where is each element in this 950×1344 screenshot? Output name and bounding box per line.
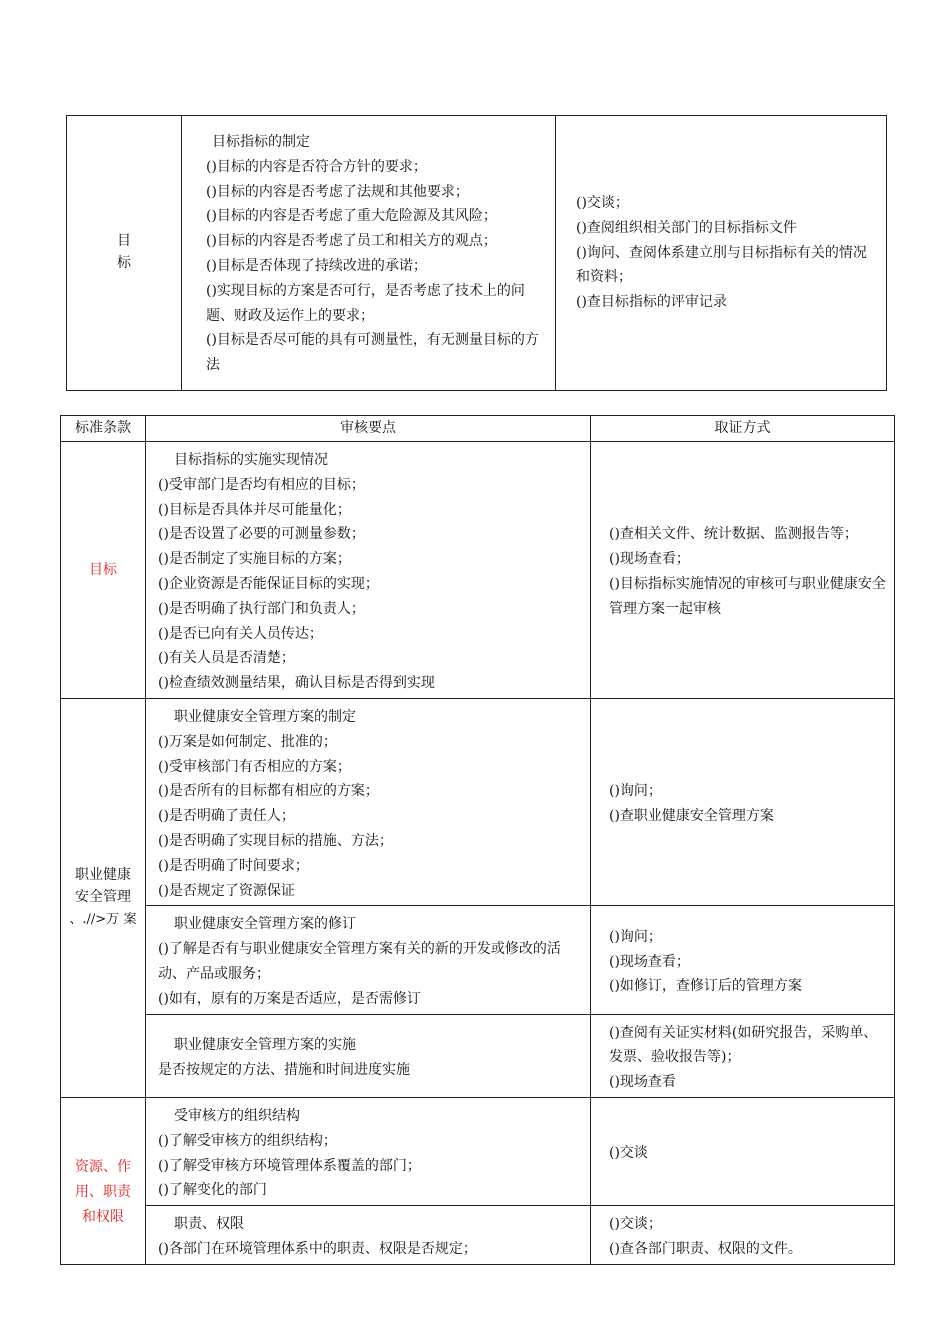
point-title: 职责、权限: [174, 1216, 244, 1233]
table-row: [61, 906, 895, 1014]
point-title: 目标指标的制定: [212, 134, 310, 151]
evidence-item: ()交谈；: [609, 1216, 662, 1233]
audit-points-cell: [146, 698, 591, 905]
clause-line: 和权限: [82, 1209, 124, 1226]
clause-cell: [61, 1097, 146, 1264]
audit-table: [60, 415, 895, 1265]
header-evidence: 取证方式: [591, 416, 895, 442]
point-item: ()各部门在环境管理体系中的职责、权限是否规定；: [158, 1240, 477, 1257]
evidence-cell: [591, 1097, 895, 1205]
point-title: 职业健康安全管理方案的制定: [174, 708, 356, 725]
evidence-item: ()查相关文件、统计数据、监测报告等；: [609, 526, 858, 543]
clause-cell: [67, 116, 182, 391]
evidence-item: ()如修订，查修订后的管理方案: [609, 978, 802, 995]
point-item: ()有关人员是否清楚；: [158, 650, 295, 667]
audit-points-cell: [146, 906, 591, 1014]
clause-label: [69, 864, 136, 930]
audit-points-cell: [146, 442, 591, 699]
evidence-cell: [591, 906, 895, 1014]
point-item: ()是否明确了执行部门和负责人；: [158, 600, 365, 617]
evidence-item: ()现场查看；: [609, 953, 690, 970]
point-item: ()是否所有的目标都有相应的方案；: [158, 783, 379, 800]
header-clause: 标准条款: [61, 416, 146, 442]
evidence-item: ()目标指标实施情况的审核可与职业健康安全管理方案一起审核: [609, 575, 886, 617]
evidence-item: ()查目标指标的评审记录: [576, 294, 727, 311]
table-row: [67, 116, 887, 391]
point-item: ()了解受审核方的组织结构；: [158, 1132, 337, 1149]
clause-cell: [61, 442, 146, 699]
clause-line: 用、职责: [75, 1184, 131, 1201]
clause-line: 安全管理: [74, 889, 131, 906]
evidence-item: ()询问；: [609, 928, 662, 945]
evidence-item: ()查各部门职责、权限的文件。: [609, 1240, 802, 1257]
point-item: ()目标是否体现了持续改进的承诺；: [206, 258, 427, 274]
table-header-row: [61, 416, 895, 442]
table-row: [61, 698, 895, 905]
evidence-cell: [591, 1206, 895, 1265]
point-item: ()目标是否具体并尽可能量化；: [158, 501, 351, 518]
evidence-cell: [556, 116, 887, 391]
clause-char: 目: [117, 233, 131, 250]
point-item: ()了解变化的部门: [158, 1182, 267, 1199]
evidence-item: ()查职业健康安全管理方案: [609, 808, 774, 825]
table-row: [61, 1097, 895, 1205]
clause-char: 标: [117, 255, 131, 272]
point-title: 受审核方的组织结构: [174, 1107, 300, 1124]
point-item: ()目标的内容是否考虑了员工和相关方的观点；: [206, 233, 497, 250]
audit-points-cell: [146, 1097, 591, 1205]
point-item: ()万案是如何制定、批准的；: [158, 733, 337, 750]
point-item: 是否按规定的方法、措施和时间进度实施: [158, 1061, 410, 1078]
clause-line: 案: [123, 912, 137, 928]
clause-line: 资源、作: [75, 1159, 131, 1176]
point-item: ()是否制定了实施目标的方案；: [158, 551, 351, 568]
clause-label: [116, 230, 132, 274]
point-item: ()了解是否有与职业健康安全管理方案有关的新的开发或修改的活动、产品或服务；: [158, 941, 561, 982]
point-item: ()是否明确了实现目标的措施、方法；: [158, 832, 393, 849]
clause-cell: [61, 698, 146, 1097]
point-item: ()是否设置了必要的可测量参数；: [158, 526, 365, 543]
point-item: ()受审部门是否均有相应的目标；: [158, 476, 365, 493]
evidence-item: ()询问、查阅体系建立刖与目标指标有关的情况和资料；: [576, 244, 867, 286]
point-item: ()了解受审核方环境管理体系覆盖的部门；: [158, 1157, 421, 1174]
evidence-item: ()查阅组织相关部门的目标指标文件: [576, 219, 797, 236]
clause-line: 职业健康: [74, 867, 131, 884]
header-audit-points: 审核要点: [146, 416, 591, 442]
point-item: ()如有，原有的万案是否适应，是否需修订: [158, 990, 421, 1007]
point-title: 职业健康安全管理方案的修订: [174, 916, 356, 933]
audit-points-cell: [182, 116, 556, 391]
table-row: [61, 442, 895, 699]
point-item: ()受审核部门有否相应的方案；: [158, 758, 351, 775]
point-item: ()目标是否尽可能的具有可测量性，有无测量目标的方法: [206, 332, 539, 374]
evidence-item: ()查阅有关证实材料(如研究报告，采购单、发票、验收报告等)；: [609, 1024, 878, 1066]
point-item: ()是否明确了责任人；: [158, 808, 295, 825]
evidence-item: ()交谈；: [576, 195, 629, 211]
table-row: [61, 1206, 895, 1265]
clause-label: 目标: [89, 561, 117, 578]
evidence-cell: [591, 698, 895, 905]
audit-table-objectives-setting: [66, 115, 887, 391]
evidence-item: ()现场查看；: [609, 551, 690, 568]
evidence-cell: [591, 1014, 895, 1097]
point-item: ()是否规定了资源保证: [158, 882, 295, 899]
point-item: ()目标的内容是否考虑了法规和其他要求；: [206, 183, 469, 200]
point-item: ()实现目标的方案是否可行，是否考虑了技术上的问题、财政及运作上的要求；: [206, 282, 525, 324]
point-item: ()是否已向有关人员传达；: [158, 625, 323, 642]
point-item: ()目标的内容是否考虑了重大危险源及其风险；: [206, 208, 497, 225]
evidence-cell: [591, 442, 895, 699]
evidence-item: ()交谈: [609, 1145, 648, 1162]
evidence-item: ()询问；: [609, 783, 662, 800]
point-item: ()企业资源是否能保证目标的实现；: [158, 575, 379, 592]
evidence-item: ()现场查看: [609, 1074, 676, 1091]
point-item: ()检查绩效测量结果，确认目标是否得到实现: [158, 675, 435, 692]
point-title: 目标指标的实施实现情况: [174, 452, 328, 468]
audit-points-cell: [146, 1014, 591, 1097]
point-item: ()目标的内容是否符合方针的要求；: [206, 158, 427, 175]
point-item: ()是否明确了时间要求；: [158, 857, 309, 874]
point-title: 职业健康安全管理方案的实施: [174, 1036, 356, 1053]
audit-points-cell: [146, 1206, 591, 1265]
table-row: [61, 1014, 895, 1097]
clause-line: 、.//>万: [69, 912, 120, 928]
clause-label: [75, 1155, 131, 1230]
